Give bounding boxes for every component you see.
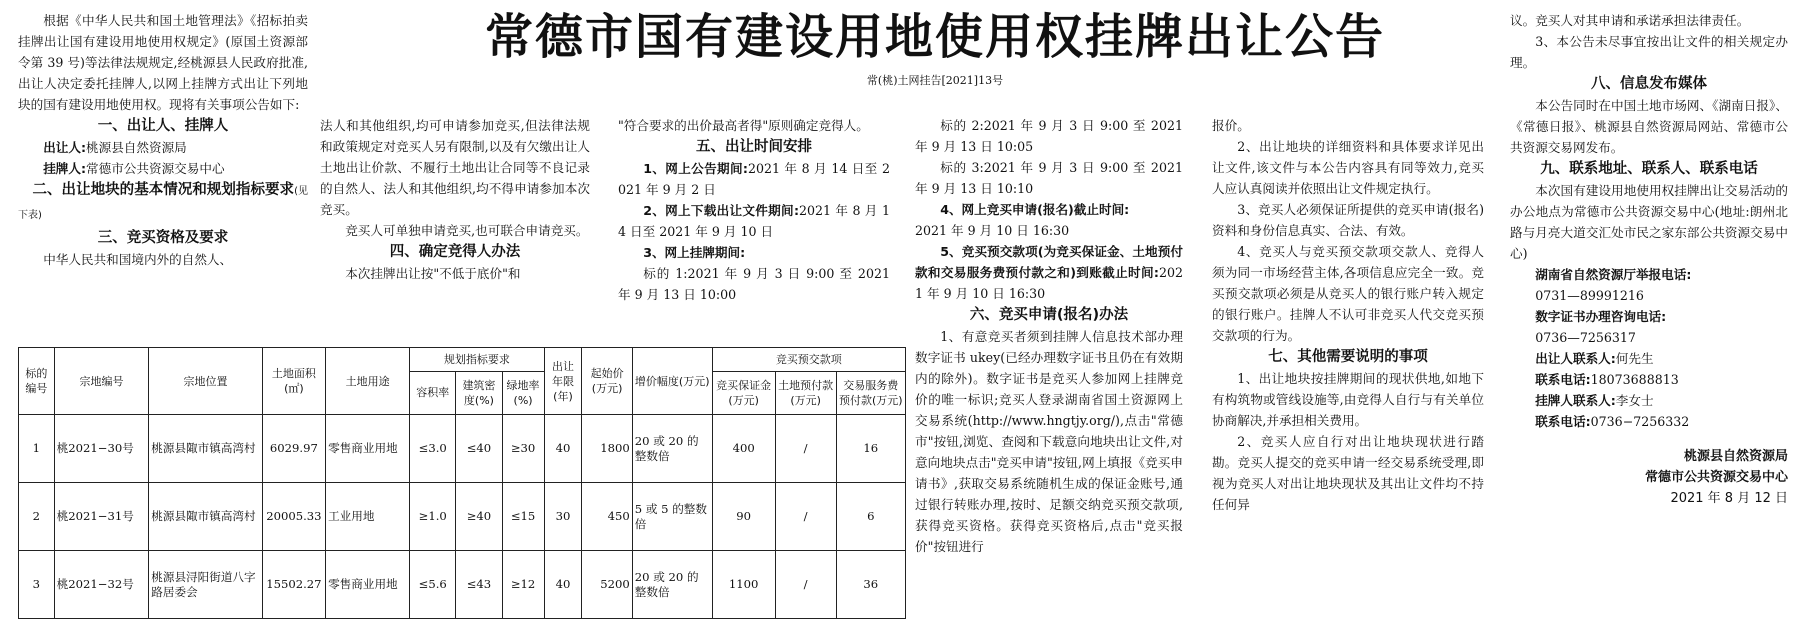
registration-deadline-value: 2021 年 9 月 10 日 16:30 bbox=[915, 223, 1070, 238]
lister-value: 常德市公共资源交易中心 bbox=[86, 161, 225, 176]
cell-floor-area-ratio: ≤5.6 bbox=[410, 551, 456, 619]
section-6-heading: 六、竞买申请(报名)办法 bbox=[969, 307, 1129, 323]
section-9-heading: 九、联系地址、联系人、联系电话 bbox=[1540, 161, 1758, 177]
cell-lot-number: 3 bbox=[19, 551, 55, 619]
lister-label: 挂牌人: bbox=[43, 161, 87, 176]
cell-service-fee: 16 bbox=[836, 415, 905, 483]
header-land-use: 土地用途 bbox=[326, 348, 410, 415]
cell-lease-years: 40 bbox=[544, 551, 582, 619]
section-3-heading: 三、竞买资格及要求 bbox=[97, 230, 229, 246]
listing-period-lot-2: 标的 2:2021 年 9 月 3 日 9:00 至 2021 年 9 月 13 日 10:05 bbox=[915, 118, 1183, 154]
media-paragraph: 本公告同时在中国土地市场网、《湖南日报》、《常德日报》、桃源县自然资源局网站、常德市公共资源交易网发布。 bbox=[1510, 98, 1788, 155]
section-2-heading: 二、出让地块的基本情况和规划指标要求 bbox=[32, 182, 295, 198]
winner-rule-paragraph: "符合要求的出价最高者得"原则确定竞得人。 bbox=[618, 118, 869, 133]
cell-land-use: 零售商业用地 bbox=[326, 415, 410, 483]
cell-lot-number: 2 bbox=[19, 483, 55, 551]
cell-floor-area-ratio: ≤3.0 bbox=[410, 415, 456, 483]
column-6 bbox=[1510, 10, 1788, 509]
cell-parcel-location: 桃源县陬市镇高湾村 bbox=[149, 415, 262, 483]
listing-period-lot-3: 标的 3:2021 年 9 月 3 日 9:00 至 2021 年 9 月 13 日 10:10 bbox=[915, 160, 1183, 196]
header-bid-deposit: 竞买保证金(万元) bbox=[712, 371, 775, 414]
seller-phone-value: 18073688813 bbox=[1590, 372, 1679, 387]
cell-green-ratio: ≥12 bbox=[502, 551, 544, 619]
cell-land-prepayment: / bbox=[775, 551, 836, 619]
cell-land-prepayment: / bbox=[775, 415, 836, 483]
section-8-heading: 八、信息发布媒体 bbox=[1591, 76, 1707, 92]
signature-date: 2021 年 8 月 12 日 bbox=[1670, 491, 1788, 506]
section-7-heading: 七、其他需要说明的事项 bbox=[1268, 349, 1428, 365]
document-number: 常(桃)土网挂告[2021]13号 bbox=[866, 74, 1004, 87]
seller-value: 桃源县自然资源局 bbox=[86, 140, 187, 155]
cell-green-ratio: ≤15 bbox=[502, 483, 544, 551]
cell-starting-price: 5200 bbox=[582, 551, 632, 619]
cell-land-use: 零售商业用地 bbox=[326, 551, 410, 619]
application-item-3: 3、竞买人必须保证所提供的竞买申请(报名)资料和身份信息真实、合法、有效。 bbox=[1212, 202, 1484, 238]
section-1-heading: 一、出让人、挂牌人 bbox=[97, 118, 229, 134]
table-header-row bbox=[19, 348, 906, 372]
cell-building-density: ≤40 bbox=[456, 415, 502, 483]
cell-land-area: 20005.33 bbox=[262, 483, 325, 551]
cell-increment: 5 或 5 的整数倍 bbox=[632, 483, 712, 551]
deposit-deadline-value: 2021 年 9 月 10 日 16:30 bbox=[915, 265, 1183, 301]
download-period-label: 2、网上下载出让文件期间: bbox=[643, 203, 799, 218]
cert-phone-label: 数字证书办理咨询电话: bbox=[1535, 309, 1667, 324]
cell-floor-area-ratio: ≥1.0 bbox=[410, 483, 456, 551]
cell-starting-price: 450 bbox=[582, 483, 632, 551]
header-lease-years: 出让年限(年) bbox=[544, 348, 582, 415]
header-green-ratio: 绿地率(%) bbox=[502, 371, 544, 414]
cell-bid-deposit: 90 bbox=[712, 483, 775, 551]
header-land-prepayment: 土地预付款(万元) bbox=[775, 371, 836, 414]
cell-parcel-code: 桃2021−31号 bbox=[54, 483, 149, 551]
lister-phone-value: 0736−7256332 bbox=[1590, 414, 1690, 429]
cell-service-fee: 6 bbox=[836, 483, 905, 551]
registration-deadline-label: 4、网上竞买申请(报名)截止时间: bbox=[940, 202, 1130, 217]
header-lot-number: 标的编号 bbox=[19, 348, 55, 415]
application-item-2: 2、出让地块的详细资料和具体要求详见出让文件,该文件与本公告内容具有同等效力,竞买人应认真阅读并依照出让文件规定执行。 bbox=[1212, 139, 1484, 196]
cert-phone-value: 0736—7256317 bbox=[1535, 330, 1636, 345]
cell-land-area: 15502.27 bbox=[262, 551, 325, 619]
cell-lease-years: 40 bbox=[544, 415, 582, 483]
other-item-1: 1、出让地块按挂牌期间的现状供地,如地下有构筑物或管线设施等,由竞得人自行与有关单位协商解决,并承担相关费用。 bbox=[1212, 371, 1484, 428]
cell-increment: 20 或 20 的整数倍 bbox=[632, 551, 712, 619]
application-item-4: 4、竞买人与竞买预交款项交款人、竞得人须为同一市场经营主体,各项信息应完全一致。竞买预交款项必须是从竞买人的银行账户转入规定的银行账户。挂牌人不认可非竞买人代交竞买预交款项的行为。 bbox=[1212, 244, 1484, 343]
section-3-paragraph: 中华人民共和国境内外的自然人、 bbox=[43, 252, 233, 267]
other-item-3: 3、本公告未尽事宜按出让文件的相关规定办理。 bbox=[1510, 34, 1788, 70]
header-planning-requirements: 规划指标要求 bbox=[410, 348, 544, 372]
section-4-heading: 四、确定竞得人办法 bbox=[389, 244, 521, 260]
section-4-paragraph: 本次挂牌出让按"不低于底价"和 bbox=[345, 266, 521, 281]
cell-green-ratio: ≥30 bbox=[502, 415, 544, 483]
header-building-density: 建筑密度(%) bbox=[456, 371, 502, 414]
office-address-paragraph: 本次国有建设用地使用权挂牌出让交易活动的办公地点为常德市公共资源交易中心(地址:朗州北路与月亮大道交汇处市民之家东部公共资源交易中心) bbox=[1510, 183, 1788, 261]
header-service-fee: 交易服务费预付款(万元) bbox=[836, 371, 905, 414]
table-row bbox=[19, 551, 906, 619]
intro-paragraph: 根据《中华人民共和国土地管理法》《招标拍卖挂牌出让国有建设用地使用权规定》(原国土资源部令第 39 号)等法律法规规定,经桃源县人民政府批准,出让人决定委托挂牌人,以网上挂牌方式出让下列地块的国有建设用地使用权。现将有关事项公告如下: bbox=[18, 13, 308, 112]
cell-land-use: 工业用地 bbox=[326, 483, 410, 551]
cell-land-prepayment: / bbox=[775, 483, 836, 551]
cell-service-fee: 36 bbox=[836, 551, 905, 619]
cell-parcel-location: 桃源县浔阳街道八字路居委会 bbox=[149, 551, 262, 619]
lister-phone-label: 联系电话: bbox=[1535, 414, 1591, 429]
listing-period-label: 3、网上挂牌期间: bbox=[643, 245, 746, 260]
joint-bid-paragraph: 竞买人可单独申请竞买,也可联合申请竞买。 bbox=[345, 223, 589, 238]
seller-contact-value: 何先生 bbox=[1615, 351, 1654, 366]
section-2-note: (见下表) bbox=[18, 186, 308, 221]
listing-period-lot-1: 标的 1:2021 年 9 月 3 日 9:00 至 2021 年 9 月 13 日 10:00 bbox=[618, 266, 890, 302]
bid-continuation: 报价。 bbox=[1212, 118, 1250, 133]
report-phone-label: 湖南省自然资源厅举报电话: bbox=[1535, 267, 1692, 282]
eligibility-paragraph: 法人和其他组织,均可申请参加竞买,但法律法规和政策规定对竞买人另有限制,以及有欠缴出让人土地出让价款、不履行土地出让合同等不良记录的自然人、法人和其他组织,均不得申请参加本次竞买。 bbox=[320, 118, 590, 217]
header-increment: 增价幅度(万元) bbox=[632, 348, 712, 415]
lister-contact-label: 挂牌人联系人: bbox=[1535, 393, 1616, 408]
land-parcel-table bbox=[18, 347, 906, 619]
section-5-heading: 五、出让时间安排 bbox=[696, 139, 812, 155]
column-3 bbox=[618, 115, 890, 305]
notice-period-value: 2021 年 8 月 14 日至 2021 年 9 月 2 日 bbox=[618, 161, 890, 197]
cell-land-area: 6029.97 bbox=[262, 415, 325, 483]
deposit-deadline-label: 5、竞买预交款项(为竞买保证金、土地预付款和交易服务费预付款之和)到账截止时间: bbox=[915, 244, 1183, 280]
cell-increment: 20 或 20 的整数倍 bbox=[632, 415, 712, 483]
seller-label: 出让人: bbox=[43, 140, 87, 155]
lister-contact-value: 李女士 bbox=[1615, 393, 1654, 408]
other-item-2-continuation: 议。竞买人对其申请和承诺承担法律责任。 bbox=[1510, 13, 1750, 28]
cell-parcel-code: 桃2021−32号 bbox=[54, 551, 149, 619]
other-item-2: 2、竞买人应自行对出让地块现状进行踏勘。竞买人提交的竞买申请一经交易系统受理,即视为竞买人对出让地块现状及其出让文件均不持任何异 bbox=[1212, 434, 1484, 512]
column-2 bbox=[320, 115, 590, 284]
cell-bid-deposit: 400 bbox=[712, 415, 775, 483]
header-parcel-location: 宗地位置 bbox=[149, 348, 262, 415]
cell-starting-price: 1800 bbox=[582, 415, 632, 483]
header-floor-area-ratio: 容积率 bbox=[410, 371, 456, 414]
header-starting-price: 起始价(万元) bbox=[582, 348, 632, 415]
application-method-paragraph: 1、有意竞买者须到挂牌人信息技术部办理数字证书 ukey(已经办理数字证书且仍在有效期内的除外)。数字证书是竞买人参加网上挂牌竞价的唯一标识;竞买人登录湖南省国土资源网上交易系统(http://www.hngtjy.org/),点击"常德市"按钮,浏览、查阅和下载意向地块出让文件,对意向地块点击"竞买申请"按钮,网上填报《竞买申请书》,获取交易系统随机生成的保证金账号,通过银行转账办理,按时、足额交纳竞买预交款项,获得竞买资格。获得竞买资格后,点击"竞买报价"按钮进行 bbox=[915, 329, 1183, 554]
cell-lot-number: 1 bbox=[19, 415, 55, 483]
report-phone-value: 0731—89991216 bbox=[1535, 288, 1644, 303]
cell-lease-years: 30 bbox=[544, 483, 582, 551]
seller-phone-label: 联系电话: bbox=[1535, 372, 1591, 387]
column-1 bbox=[18, 10, 308, 270]
download-period-value: 2021 年 8 月 14 日至 2021 年 9 月 10 日 bbox=[618, 203, 890, 239]
cell-parcel-location: 桃源县陬市镇高湾村 bbox=[149, 483, 262, 551]
cell-bid-deposit: 1100 bbox=[712, 551, 775, 619]
table-row bbox=[19, 415, 906, 483]
signature-seller: 桃源县自然资源局 bbox=[1683, 449, 1788, 464]
cell-building-density: ≤43 bbox=[456, 551, 502, 619]
cell-parcel-code: 桃2021−30号 bbox=[54, 415, 149, 483]
page-title: 常德市国有建设用地使用权挂牌出让公告 bbox=[484, 9, 1385, 65]
header-prepayment: 竞买预交款项 bbox=[712, 348, 905, 372]
table-row bbox=[19, 483, 906, 551]
column-5 bbox=[1212, 115, 1484, 515]
header-land-area: 土地面积(㎡) bbox=[262, 348, 325, 415]
signature-lister: 常德市公共资源交易中心 bbox=[1644, 470, 1788, 485]
header-parcel-code: 宗地编号 bbox=[54, 348, 149, 415]
cell-building-density: ≥40 bbox=[456, 483, 502, 551]
seller-contact-label: 出让人联系人: bbox=[1535, 351, 1616, 366]
notice-period-label: 1、网上公告期间: bbox=[643, 161, 748, 176]
column-4 bbox=[915, 115, 1183, 557]
